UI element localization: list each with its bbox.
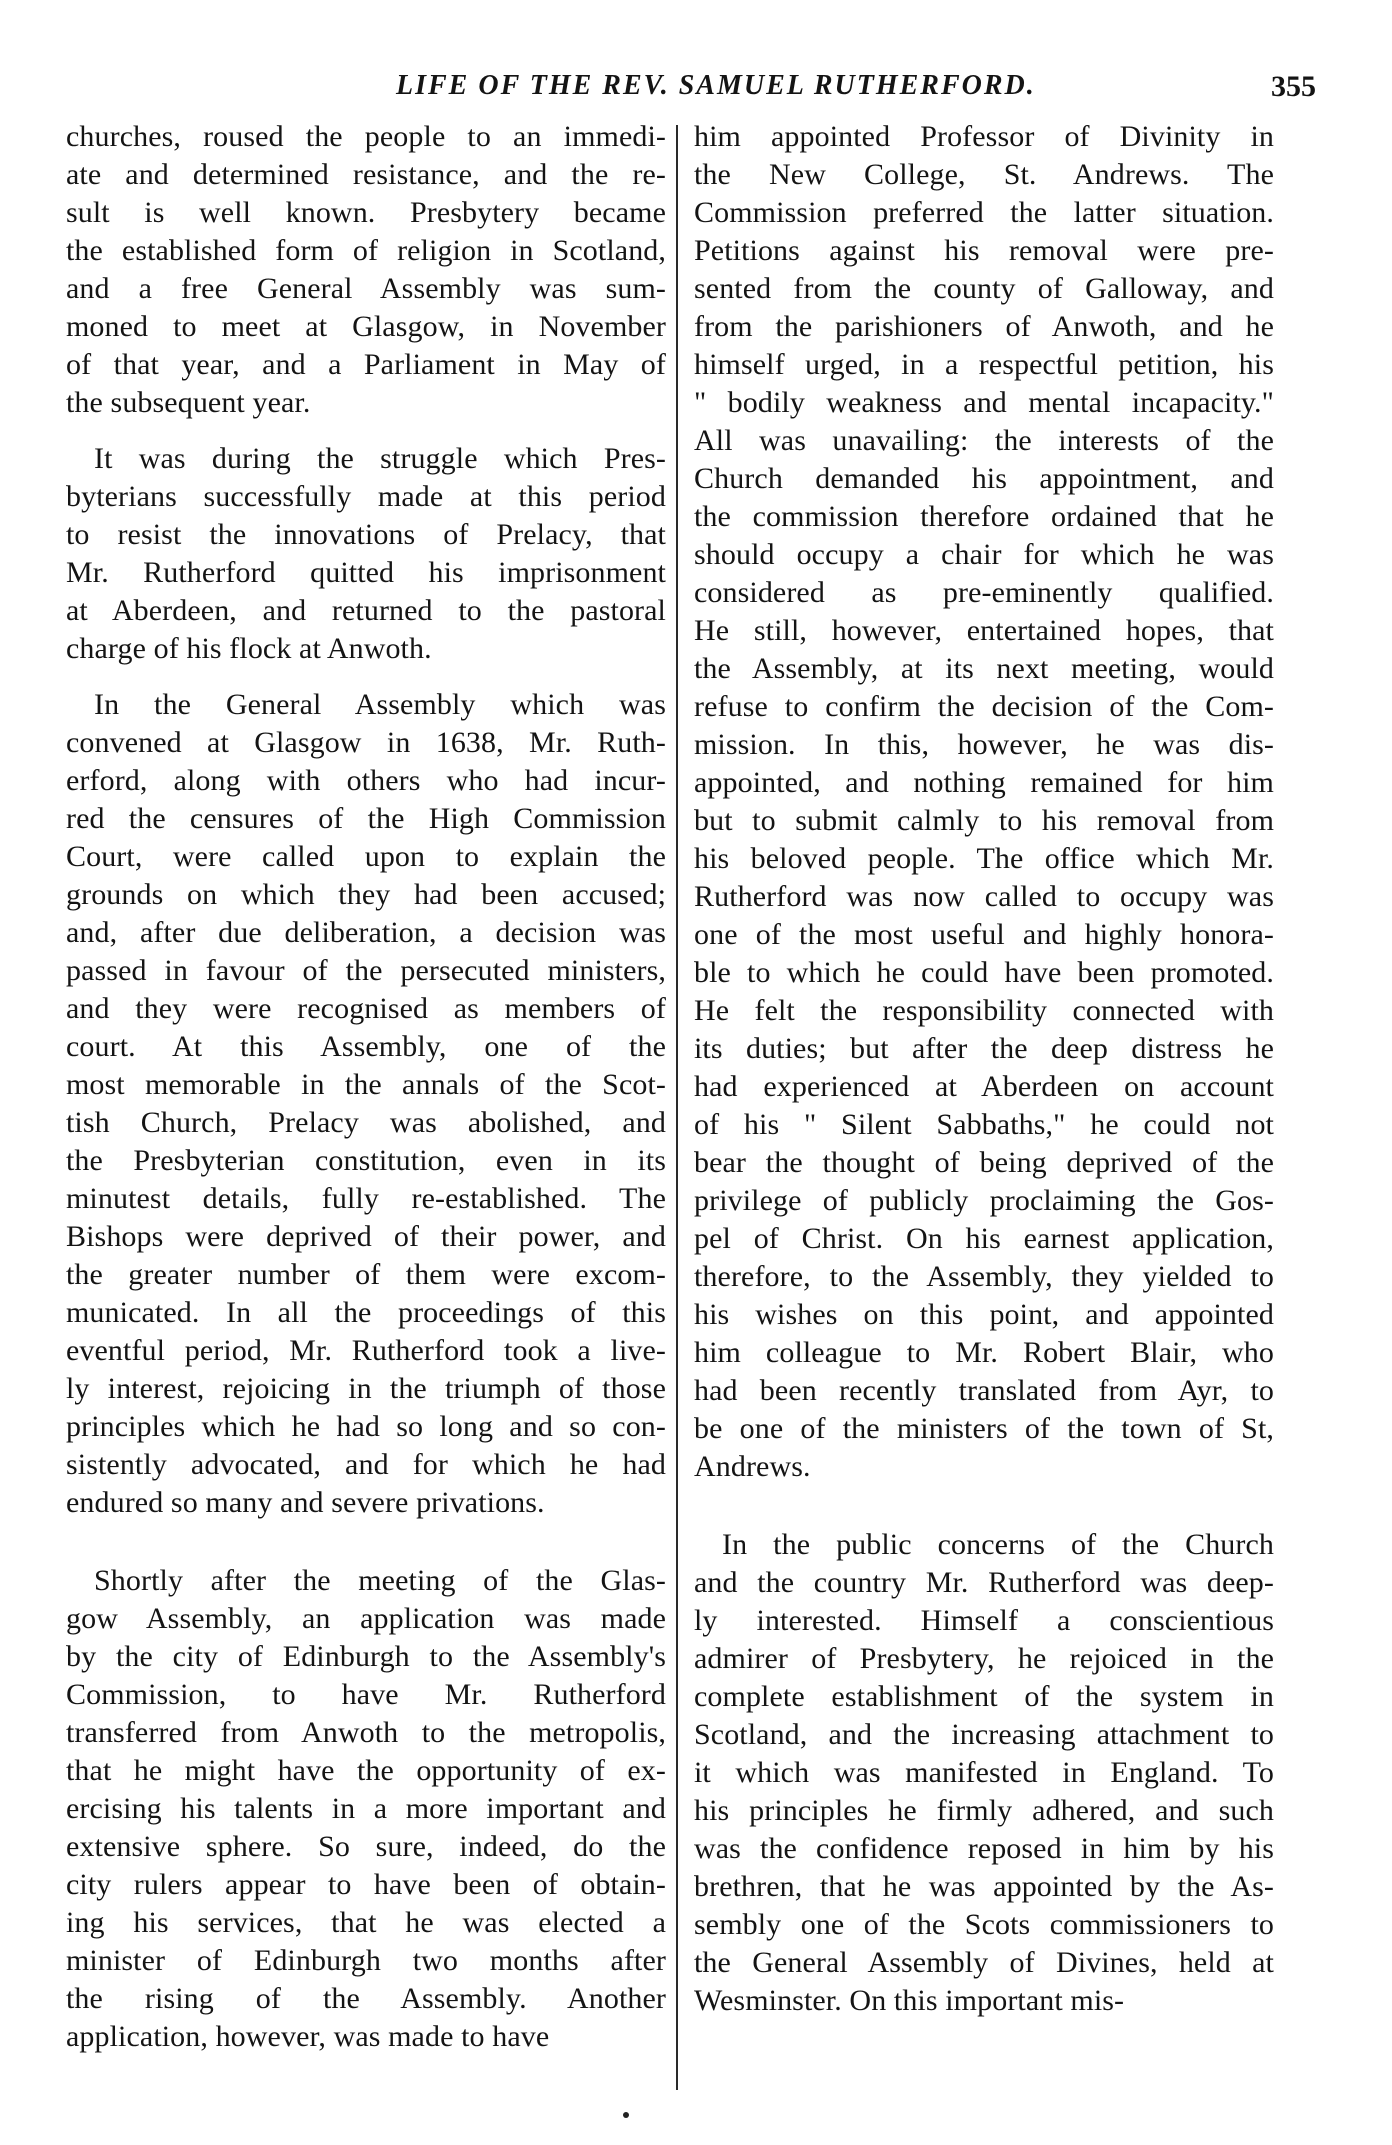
text-line: the established form of religion in Scotland,	[66, 234, 666, 267]
text-line: Bishops were deprived of their power, and	[66, 1220, 666, 1253]
paragraph-gap	[66, 1522, 666, 1562]
text-line: churches, roused the people to an immedi-	[66, 120, 666, 153]
text-line: In the General Assembly which was	[94, 688, 666, 721]
text-line: brethren, that he was appointed by the As-	[694, 1870, 1274, 1903]
text-line: complete establishment of the system in	[694, 1680, 1274, 1713]
text-line: that he might have the opportunity of ex-	[66, 1754, 666, 1787]
text-line: ly interested. Himself a conscientious	[694, 1604, 1274, 1637]
text-line: application, however, was made to have	[66, 2020, 550, 2053]
running-title: LIFE OF THE REV. SAMUEL RUTHERFORD.	[396, 70, 1036, 101]
text-line: ate and determined resistance, and the re-	[66, 158, 666, 191]
text-line: charge of his flock at Anwoth.	[66, 632, 432, 665]
text-line: municated. In all the proceedings of this	[66, 1296, 666, 1329]
paragraph	[66, 440, 666, 668]
paragraph-gap	[66, 422, 666, 440]
text-line: ble to which he could have been promoted.	[694, 956, 1274, 989]
text-line: ercising his talents in a more important and	[66, 1792, 666, 1825]
text-line: admirer of Presbytery, he rejoiced in the	[694, 1642, 1274, 1675]
text-line: was the confidence reposed in him by his	[694, 1832, 1274, 1865]
column-rule	[676, 125, 678, 2090]
text-line: pel of Christ. On his earnest application,	[694, 1222, 1274, 1255]
text-line: city rulers appear to have been of obtain-	[66, 1868, 666, 1901]
text-line: and the country Mr. Rutherford was deep-	[694, 1566, 1274, 1599]
text-line: ing his services, that he was elected a	[66, 1906, 666, 1939]
text-line: the commission therefore ordained that he	[694, 500, 1274, 533]
text-line: sult is well known. Presbytery became	[66, 196, 666, 229]
text-line: ly interest, rejoicing in the triumph of those	[66, 1372, 666, 1405]
text-line: principles which he had so long and so con-	[66, 1410, 666, 1443]
text-line: but to submit calmly to his removal from	[694, 804, 1274, 837]
text-line: and a free General Assembly was sum-	[66, 272, 666, 305]
paragraph	[66, 118, 666, 422]
text-line: had been recently translated from Ayr, to	[694, 1374, 1274, 1407]
text-line: moned to meet at Glasgow, in November	[66, 310, 666, 343]
text-line: and they were recognised as members of	[66, 992, 666, 1025]
text-line: him appointed Professor of Divinity in	[694, 120, 1274, 153]
text-line: byterians successfully made at this period	[66, 480, 666, 513]
left-column	[66, 118, 666, 2056]
text-line: the rising of the Assembly. Another	[66, 1982, 666, 2015]
text-line: " bodily weakness and mental incapacity."	[694, 386, 1274, 419]
text-line: Shortly after the meeting of the Glas-	[94, 1564, 666, 1597]
text-line: eventful period, Mr. Rutherford took a live-	[66, 1334, 666, 1367]
text-line: transferred from Anwoth to the metropolis,	[66, 1716, 666, 1749]
ink-speck	[623, 2112, 629, 2118]
text-line: minutest details, fully re-established. The	[66, 1182, 666, 1215]
text-line: Rutherford was now called to occupy was	[694, 880, 1274, 913]
text-line: extensive sphere. So sure, indeed, do the	[66, 1830, 666, 1863]
text-line: Mr. Rutherford quitted his imprisonment	[66, 556, 666, 589]
text-line: Court, were called upon to explain the	[66, 840, 666, 873]
text-line: All was unavailing: the interests of the	[694, 424, 1274, 457]
text-line: the greater number of them were excom-	[66, 1258, 666, 1291]
text-line: passed in favour of the persecuted ministers,	[66, 954, 666, 987]
text-line: his principles he firmly adhered, and such	[694, 1794, 1274, 1827]
text-line: him colleague to Mr. Robert Blair, who	[694, 1336, 1274, 1369]
text-line: to resist the innovations of Prelacy, that	[66, 518, 666, 551]
text-line: sistently advocated, and for which he had	[66, 1448, 666, 1481]
text-line: of that year, and a Parliament in May of	[66, 348, 666, 381]
page-number: 355	[1271, 70, 1316, 103]
paragraph-gap	[66, 668, 666, 686]
text-line: from the parishioners of Anwoth, and he	[694, 310, 1274, 343]
text-line: gow Assembly, an application was made	[66, 1602, 666, 1635]
text-line: convened at Glasgow in 1638, Mr. Ruth-	[66, 726, 666, 759]
text-line: court. At this Assembly, one of the	[66, 1030, 666, 1063]
text-line: erford, along with others who had incur-	[66, 764, 666, 797]
text-line: the New College, St. Andrews. The	[694, 158, 1274, 191]
text-line: In the public concerns of the Church	[722, 1528, 1274, 1561]
text-line: red the censures of the High Commission	[66, 802, 666, 835]
text-line: himself urged, in a respectful petition, his	[694, 348, 1274, 381]
text-line: therefore, to the Assembly, they yielded to	[694, 1260, 1274, 1293]
text-line: one of the most useful and highly honora-	[694, 918, 1274, 951]
running-head	[66, 70, 1316, 114]
text-line: had experienced at Aberdeen on account	[694, 1070, 1274, 1103]
text-line: its duties; but after the deep distress he	[694, 1032, 1274, 1065]
paragraph	[694, 118, 1274, 1486]
text-line: by the city of Edinburgh to the Assembly's	[66, 1640, 666, 1673]
text-line: sented from the county of Galloway, and	[694, 272, 1274, 305]
text-line: his wishes on this point, and appointed	[694, 1298, 1274, 1331]
text-line: of his " Silent Sabbaths," he could not	[694, 1108, 1274, 1141]
text-line: most memorable in the annals of the Scot-	[66, 1068, 666, 1101]
right-column	[694, 118, 1274, 2020]
paragraph	[66, 686, 666, 1522]
text-line: mission. In this, however, he was dis-	[694, 728, 1274, 761]
text-line: Commission preferred the latter situation.	[694, 196, 1274, 229]
text-line: and, after due deliberation, a decision was	[66, 916, 666, 949]
text-line: It was during the struggle which Pres-	[94, 442, 666, 475]
paragraph	[66, 1562, 666, 2056]
text-line: privilege of publicly proclaiming the Gos-	[694, 1184, 1274, 1217]
text-line: the Assembly, at its next meeting, would	[694, 652, 1274, 685]
text-line: it which was manifested in England. To	[694, 1756, 1274, 1789]
text-line: at Aberdeen, and returned to the pastoral	[66, 594, 666, 627]
text-line: endured so many and severe privations.	[66, 1486, 545, 1519]
text-line: sembly one of the Scots commissioners to	[694, 1908, 1274, 1941]
text-line: bear the thought of being deprived of the	[694, 1146, 1274, 1179]
text-line: He felt the responsibility connected with	[694, 994, 1274, 1027]
text-line: Andrews.	[694, 1450, 811, 1483]
text-line: the Presbyterian constitution, even in its	[66, 1144, 666, 1177]
text-line: Church demanded his appointment, and	[694, 462, 1274, 495]
text-line: Commission, to have Mr. Rutherford	[66, 1678, 666, 1711]
paragraph-gap	[694, 1486, 1274, 1526]
text-line: grounds on which they had been accused;	[66, 878, 666, 911]
text-line: Wesminster. On this important mis-	[694, 1984, 1125, 2017]
text-line: considered as pre-eminently qualified.	[694, 576, 1274, 609]
text-line: minister of Edinburgh two months after	[66, 1944, 666, 1977]
text-line: appointed, and nothing remained for him	[694, 766, 1274, 799]
text-line: his beloved people. The office which Mr.	[694, 842, 1274, 875]
text-line: the subsequent year.	[66, 386, 311, 419]
text-line: the General Assembly of Divines, held at	[694, 1946, 1274, 1979]
text-line: refuse to confirm the decision of the Com-	[694, 690, 1274, 723]
text-line: tish Church, Prelacy was abolished, and	[66, 1106, 666, 1139]
text-line: He still, however, entertained hopes, that	[694, 614, 1274, 647]
text-line: Petitions against his removal were pre-	[694, 234, 1274, 267]
paragraph	[694, 1526, 1274, 2020]
text-line: Scotland, and the increasing attachment to	[694, 1718, 1274, 1751]
text-line: be one of the ministers of the town of St,	[694, 1412, 1274, 1445]
text-line: should occupy a chair for which he was	[694, 538, 1274, 571]
